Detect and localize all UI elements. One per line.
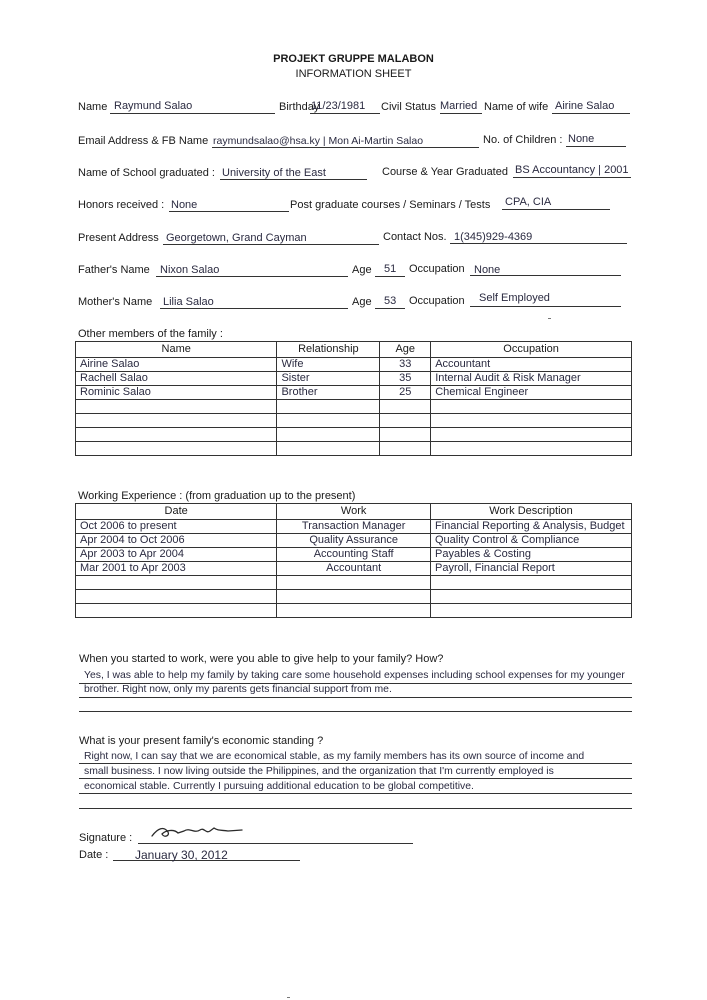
email-label: Email Address & FB Name: [78, 135, 209, 147]
signature-label: Signature :: [79, 832, 133, 844]
family-column-header: Relationship: [277, 342, 380, 358]
form-title: INFORMATION SHEET: [295, 68, 412, 80]
family-column-header: Age: [380, 342, 431, 358]
family-heading: Other members of the family :: [78, 328, 223, 340]
mother-age-value: 53: [384, 295, 397, 307]
q2-answer-line-3: economical stable. Currently I pursuing additional education to be global competitive.: [84, 781, 474, 792]
work-table-cell: [76, 576, 277, 590]
work-column-header: Work Description: [431, 504, 632, 520]
work-table-cell: [431, 576, 632, 590]
work-column-header: Date: [76, 504, 277, 520]
address-value: Georgetown, Grand Cayman: [166, 232, 307, 244]
work-table-cell: Oct 2006 to present: [76, 520, 277, 534]
work-header-row: [76, 504, 632, 520]
work-table-cell: Apr 2004 to Oct 2006: [76, 534, 277, 548]
course-underline: [513, 177, 631, 178]
postgrad-value: CPA, CIA: [505, 196, 552, 208]
question-economic-standing: What is your present family's economic standing ?: [79, 735, 324, 747]
work-table-cell: [76, 590, 277, 604]
family-table-row: [76, 428, 632, 442]
q2-line-1: [79, 763, 632, 764]
q2-line-3: [79, 793, 632, 794]
family-table-cell: [380, 428, 431, 442]
work-table-cell: Financial Reporting & Analysis, Budget: [431, 520, 632, 534]
work-table: [75, 503, 632, 618]
school-underline: [220, 179, 367, 180]
mother-underline: [160, 308, 348, 309]
father-occupation-label: Occupation: [409, 263, 465, 275]
work-heading: Working Experience : (from graduation up to the present): [78, 490, 356, 502]
family-table-cell: Wife: [277, 358, 380, 372]
family-table-cell: [76, 442, 277, 456]
family-table: [75, 341, 632, 456]
work-table-row: [76, 520, 632, 534]
course-value: BS Accountancy | 2001: [515, 164, 629, 176]
family-table-cell: Chemical Engineer: [431, 386, 632, 400]
school-value: University of the East: [222, 167, 326, 179]
work-table-row: [76, 590, 632, 604]
birthday-underline: [310, 113, 380, 114]
mother-age-label: Age: [352, 296, 372, 308]
stray-mark-bottom: [287, 997, 290, 998]
family-table-cell: Airine Salao: [76, 358, 277, 372]
family-table-cell: 25: [380, 386, 431, 400]
work-table-cell: [277, 590, 431, 604]
family-table-cell: Brother: [277, 386, 380, 400]
family-table-cell: Rachell Salao: [76, 372, 277, 386]
postgrad-underline: [502, 209, 610, 210]
family-table-cell: [431, 428, 632, 442]
organization-title: PROJEKT GRUPPE MALABON: [273, 53, 434, 65]
civil-status-underline: [440, 113, 482, 114]
name-underline: [110, 113, 275, 114]
family-table-row: [76, 358, 632, 372]
family-table-cell: [277, 414, 380, 428]
work-table-cell: [431, 604, 632, 618]
wife-value: Airine Salao: [555, 100, 615, 112]
family-table-cell: Rominic Salao: [76, 386, 277, 400]
mother-value: Lilia Salao: [163, 296, 214, 308]
wife-label: Name of wife: [484, 101, 549, 113]
stray-mark: [548, 318, 551, 319]
work-table-cell: Mar 2001 to Apr 2003: [76, 562, 277, 576]
children-label: No. of Children :: [483, 134, 563, 146]
family-table-cell: [76, 400, 277, 414]
family-table-cell: Internal Audit & Risk Manager: [431, 372, 632, 386]
family-table-cell: Sister: [277, 372, 380, 386]
work-table-cell: [277, 576, 431, 590]
date-value: January 30, 2012: [135, 848, 228, 862]
family-column-header: Occupation: [431, 342, 632, 358]
contact-label: Contact Nos.: [383, 231, 447, 243]
father-age-label: Age: [352, 264, 372, 276]
family-table-row: [76, 372, 632, 386]
father-age-underline: [375, 276, 405, 277]
family-table-row: [76, 400, 632, 414]
q1-answer-line-2: brother. Right now, only my parents gets financial support from me.: [84, 684, 392, 695]
father-value: Nixon Salao: [160, 264, 220, 276]
family-table-cell: [431, 400, 632, 414]
father-occupation-value: None: [474, 264, 501, 276]
family-table-cell: [277, 442, 380, 456]
mother-occupation-value: Self Employed: [479, 292, 550, 304]
civil-status-value: Married: [440, 100, 478, 112]
father-age-value: 51: [384, 263, 397, 275]
honors-underline: [169, 211, 289, 212]
work-table-cell: [76, 604, 277, 618]
work-table-row: [76, 562, 632, 576]
work-column-header: Work: [277, 504, 431, 520]
course-label: Course & Year Graduated: [382, 166, 508, 178]
father-label: Father's Name: [78, 264, 150, 276]
work-table-row: [76, 604, 632, 618]
email-value: raymundsalao@hsa.ky | Mon Ai-Martin Salao: [213, 135, 424, 147]
birthday-label: Birthday: [279, 101, 320, 113]
family-table-cell: [76, 414, 277, 428]
email-underline: [212, 147, 479, 148]
q2-answer-line-1: Right now, I can say that we are economical stable, as my family members has its own source of income and: [84, 751, 585, 762]
wife-underline: [552, 113, 630, 114]
name-value: Raymund Salao: [114, 100, 193, 112]
civil-status-label: Civil Status: [381, 101, 437, 113]
mother-age-underline: [375, 308, 405, 309]
work-table-row: [76, 548, 632, 562]
work-table-cell: Payables & Costing: [431, 548, 632, 562]
work-table-cell: Apr 2003 to Apr 2004: [76, 548, 277, 562]
school-label: Name of School graduated :: [78, 167, 215, 179]
work-table-cell: Quality Control & Compliance: [431, 534, 632, 548]
work-table-cell: Accounting Staff: [277, 548, 431, 562]
family-table-row: [76, 414, 632, 428]
family-table-cell: [380, 442, 431, 456]
family-table-cell: [380, 400, 431, 414]
family-table-row: [76, 386, 632, 400]
q1-answer-line-1: Yes, I was able to help my family by taking care some household expenses including school expenses for my younger: [84, 670, 625, 681]
work-table-cell: Transaction Manager: [277, 520, 431, 534]
q2-answer-line-2: small business. I now living outside the Philippines, and the organization that I'm currently employed is: [84, 766, 554, 777]
children-value: None: [568, 133, 595, 145]
q1-line-3: [79, 711, 632, 712]
name-label: Name: [78, 101, 108, 113]
work-table-cell: Accountant: [277, 562, 431, 576]
family-table-cell: [277, 428, 380, 442]
contact-value: 1(345)929-4369: [454, 231, 533, 243]
work-table-row: [76, 534, 632, 548]
honors-value: None: [171, 199, 198, 211]
children-underline: [566, 146, 626, 147]
mother-occupation-underline: [470, 306, 621, 307]
question-help-family: When you started to work, were you able to give help to your family? How?: [79, 653, 444, 665]
father-underline: [156, 276, 348, 277]
family-header-row: [76, 342, 632, 358]
family-table-cell: 33: [380, 358, 431, 372]
birthday-value: 11/23/1981: [311, 100, 366, 112]
family-table-cell: Accountant: [431, 358, 632, 372]
mother-occupation-label: Occupation: [409, 295, 465, 307]
postgrad-label: Post graduate courses / Seminars / Tests: [290, 199, 491, 211]
date-label: Date :: [79, 849, 109, 861]
q2-line-4: [79, 808, 632, 809]
mother-label: Mother's Name: [78, 296, 153, 308]
family-column-header: Name: [76, 342, 277, 358]
address-label: Present Address: [78, 232, 159, 244]
family-table-row: [76, 442, 632, 456]
q2-line-2: [79, 778, 632, 779]
family-table-cell: [431, 414, 632, 428]
contact-underline: [450, 243, 627, 244]
work-table-cell: Payroll, Financial Report: [431, 562, 632, 576]
family-table-cell: [76, 428, 277, 442]
honors-label: Honors received :: [78, 199, 165, 211]
address-underline: [163, 244, 379, 245]
work-table-cell: Quality Assurance: [277, 534, 431, 548]
q1-line-2: [79, 697, 632, 698]
work-table-cell: [277, 604, 431, 618]
work-table-cell: [431, 590, 632, 604]
handwritten-signature: [150, 822, 250, 844]
family-table-cell: 35: [380, 372, 431, 386]
work-table-row: [76, 576, 632, 590]
family-table-cell: [380, 414, 431, 428]
family-table-cell: [277, 400, 380, 414]
family-table-cell: [431, 442, 632, 456]
